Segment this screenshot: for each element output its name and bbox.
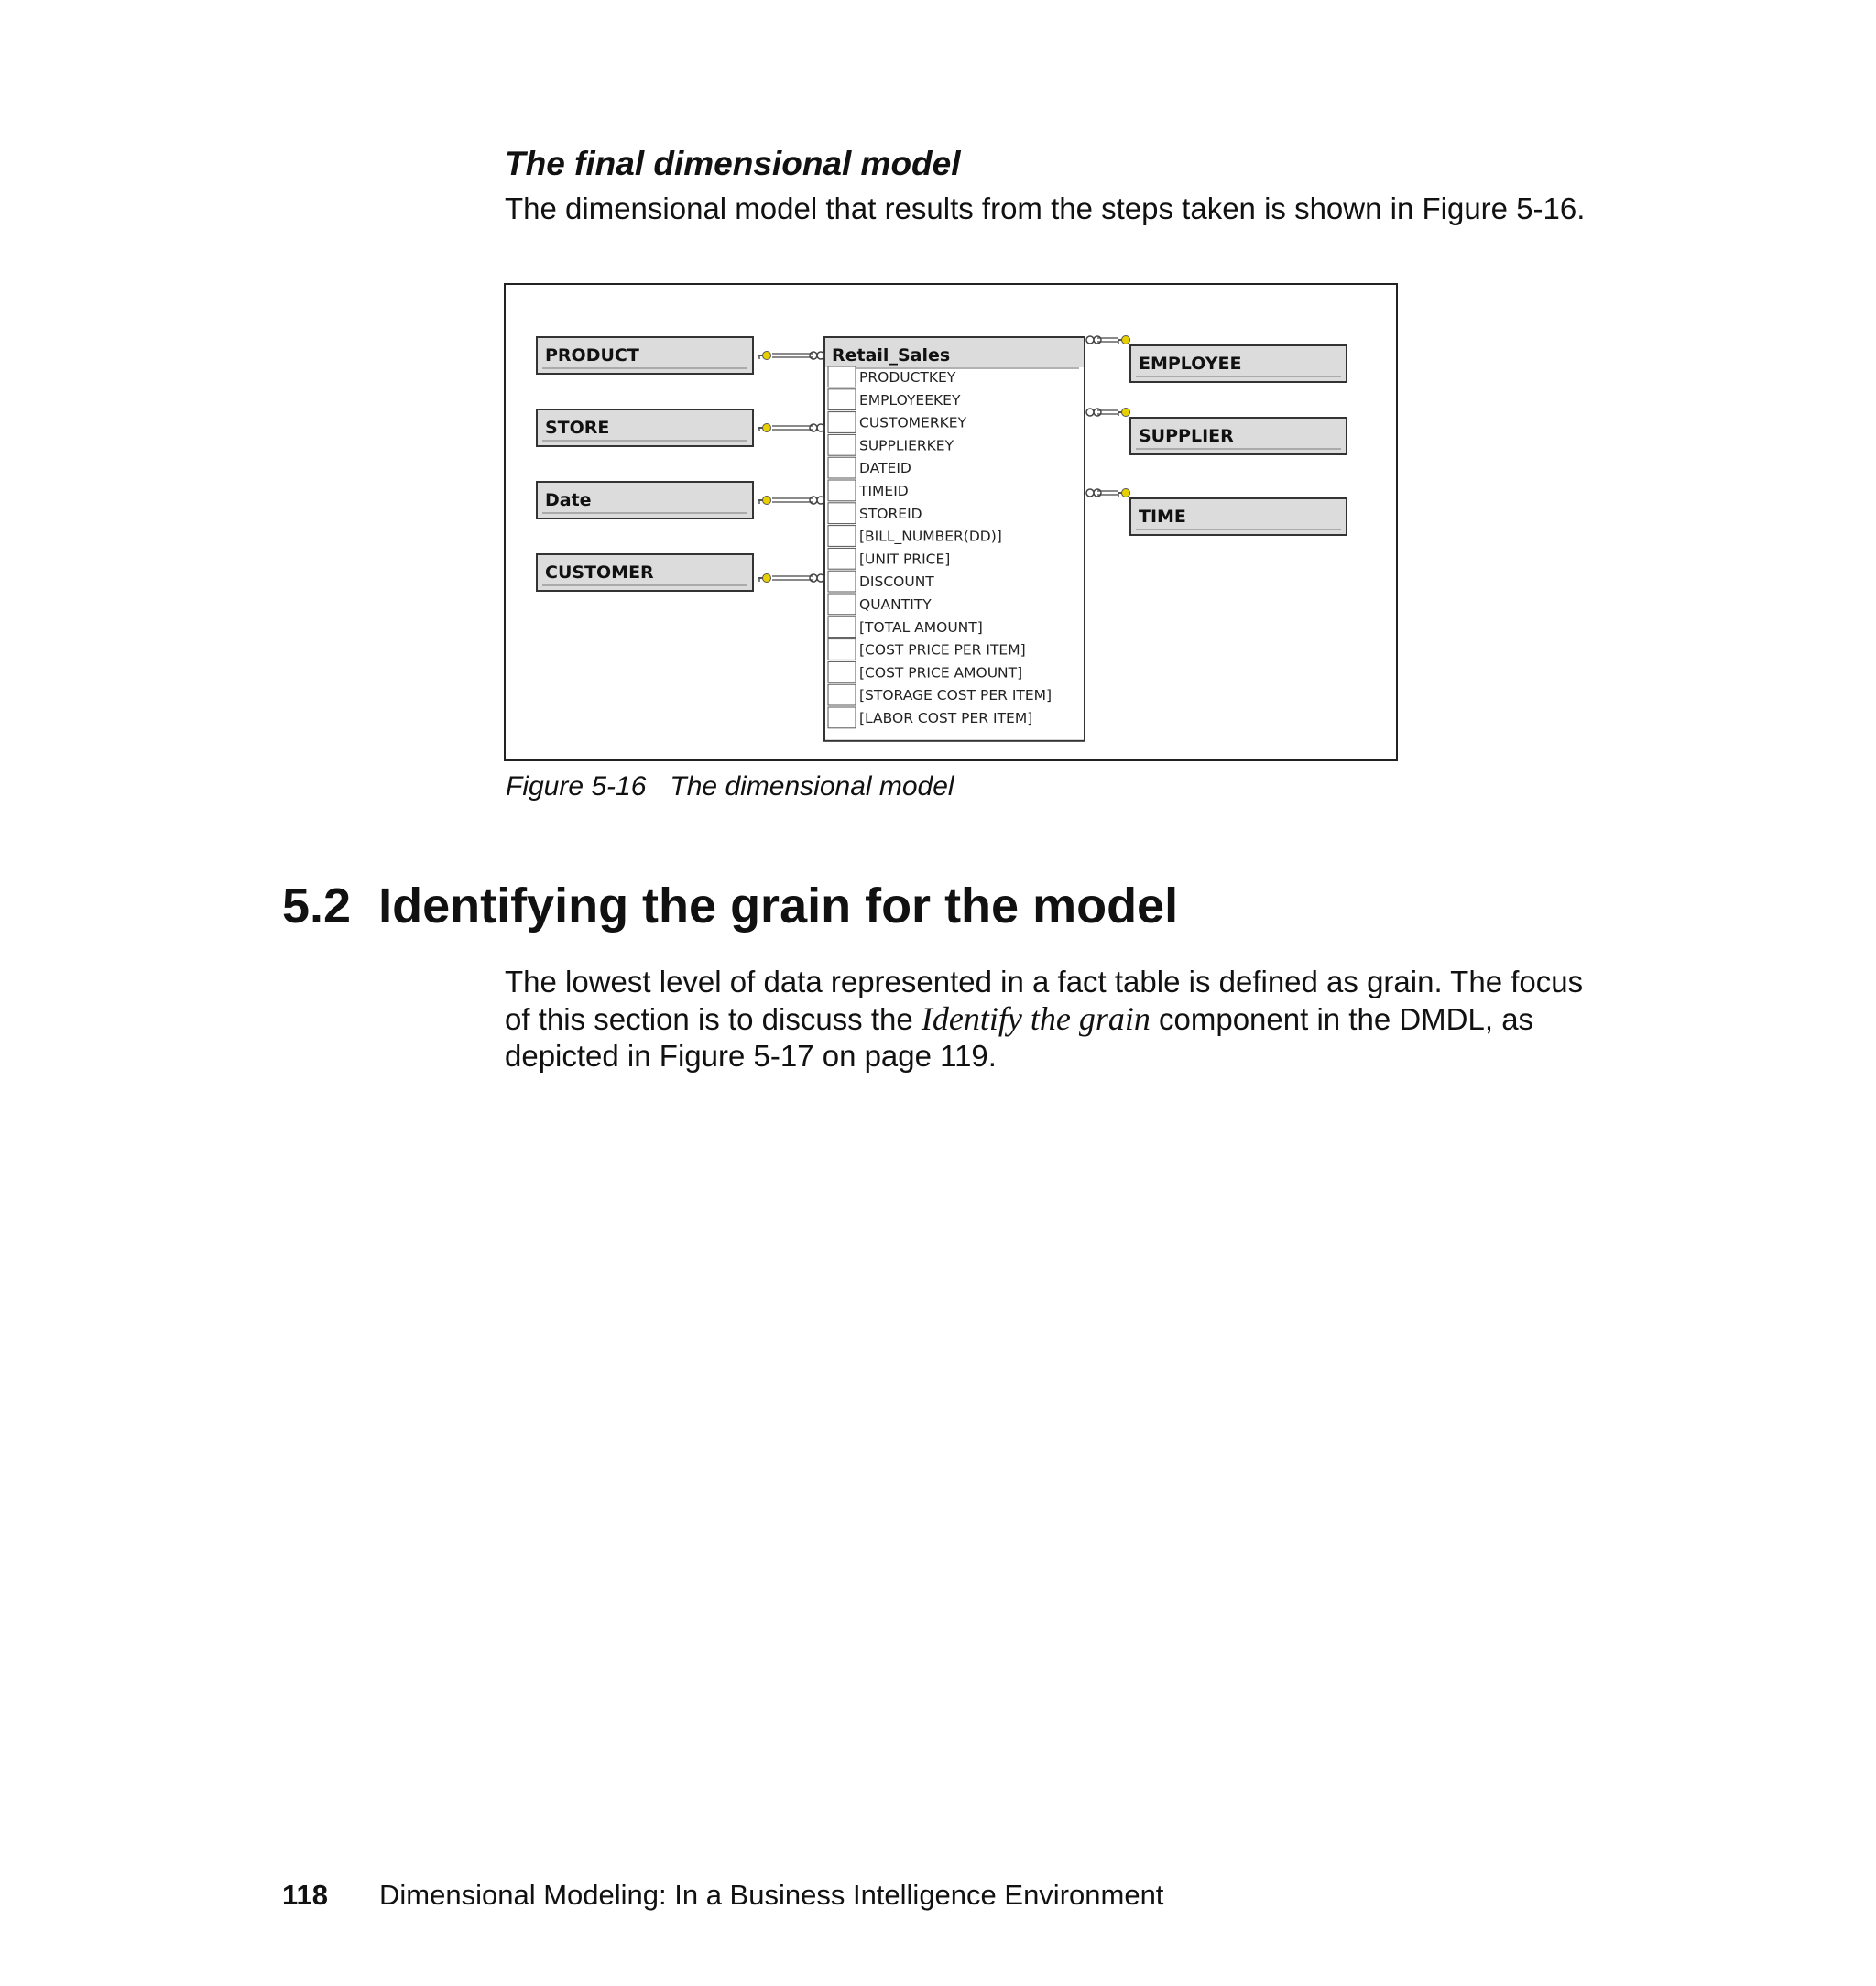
dimension-table-name: PRODUCT: [545, 345, 639, 366]
book-title: Dimensional Modeling: In a Business Intelligence Environment: [379, 1879, 1164, 1911]
fact-table-column: [BILL_NUMBER(DD)]: [859, 528, 1002, 545]
column-checkbox: [828, 366, 856, 387]
many-infinity-icon: [817, 496, 824, 504]
fact-table-column: TIMEID: [859, 483, 909, 499]
section-number: 5.2: [282, 878, 352, 933]
page-number: 118: [282, 1879, 329, 1911]
dimension-table-name: SUPPLIER: [1139, 426, 1234, 446]
many-infinity-icon: [810, 352, 817, 359]
fact-table-name: Retail_Sales: [832, 345, 951, 366]
body-text-before: The lowest level of data represented in a fact table is defined as grain. The focus of this section is to discuss the: [505, 965, 1584, 1036]
column-checkbox: [828, 526, 856, 547]
fact-table-column: [COST PRICE AMOUNT]: [859, 664, 1023, 682]
column-checkbox: [828, 684, 856, 705]
many-infinity-icon: [817, 352, 824, 359]
column-checkbox: [828, 707, 856, 728]
fact-table-column: QUANTITY: [859, 596, 932, 613]
fact-table-column: [STORAGE COST PER ITEM]: [859, 687, 1053, 704]
key-icon: [763, 574, 771, 583]
key-icon: [1122, 336, 1130, 344]
figure-caption-label: Figure 5-16: [506, 771, 647, 802]
column-checkbox: [828, 594, 856, 615]
figure-caption-text: The dimensional model: [670, 771, 954, 802]
column-checkbox: [828, 617, 856, 638]
key-icon: [763, 424, 771, 432]
fact-table-column: DATEID: [859, 460, 911, 477]
column-checkbox: [828, 571, 856, 592]
many-infinity-icon: [810, 574, 817, 582]
subsection-title: The final dimensional model: [505, 145, 961, 182]
dimension-table-name: EMPLOYEE: [1139, 354, 1242, 374]
many-infinity-icon: [1086, 489, 1094, 496]
column-checkbox: [828, 457, 856, 478]
dimension-table-name: CUSTOMER: [545, 562, 654, 583]
column-checkbox: [828, 639, 856, 660]
column-checkbox: [828, 661, 856, 682]
fact-table-column: CUSTOMERKEY: [859, 414, 967, 431]
column-checkbox: [828, 503, 856, 524]
key-icon: [763, 496, 771, 505]
body-text-after: component in the DMDL, as depicted in Figure 5-17 on page 119.: [505, 1002, 1534, 1073]
many-infinity-icon: [1094, 336, 1101, 344]
key-icon: [1122, 409, 1130, 417]
section-title: Identifying the grain for the model: [378, 878, 1179, 933]
fact-table-column: [UNIT PRICE]: [859, 551, 951, 568]
many-infinity-icon: [810, 424, 817, 431]
section-heading: [282, 878, 1178, 934]
fact-table-column: SUPPLIERKEY: [859, 437, 954, 454]
key-icon: [763, 352, 771, 360]
many-infinity-icon: [817, 574, 824, 582]
key-icon: [1122, 489, 1130, 497]
fact-table-column: [LABOR COST PER ITEM]: [859, 710, 1033, 726]
many-infinity-icon: [1086, 409, 1094, 416]
dimension-table-name: STORE: [545, 418, 610, 438]
dimension-table-name: Date: [545, 490, 592, 510]
fact-table-column: [TOTAL AMOUNT]: [859, 618, 983, 636]
dimension-table-name: TIME: [1139, 507, 1186, 527]
column-checkbox: [828, 412, 856, 433]
fact-table-column: PRODUCTKEY: [859, 369, 956, 386]
many-infinity-icon: [1094, 409, 1101, 416]
many-infinity-icon: [817, 424, 824, 431]
column-checkbox: [828, 389, 856, 410]
column-checkbox: [828, 480, 856, 501]
intro-paragraph: The dimensional model that results from the steps taken is shown in Figure 5-16.: [505, 191, 1586, 225]
body-paragraph: [505, 964, 1604, 1075]
body-emphasis: Identify the grain: [921, 1000, 1151, 1037]
fact-table-column: DISCOUNT: [859, 573, 934, 591]
column-checkbox: [828, 548, 856, 569]
column-checkbox: [828, 434, 856, 455]
many-infinity-icon: [810, 496, 817, 504]
many-infinity-icon: [1086, 336, 1094, 344]
many-infinity-icon: [1094, 489, 1101, 496]
figure-caption: [506, 771, 954, 802]
model-diagram: [506, 285, 1396, 759]
fact-table-column: STOREID: [859, 505, 922, 522]
page-footer: [282, 1879, 1163, 1912]
fact-table-column: [COST PRICE PER ITEM]: [859, 641, 1026, 659]
dimensional-model-figure: [504, 283, 1398, 761]
fact-table-column: EMPLOYEEKEY: [859, 391, 961, 409]
